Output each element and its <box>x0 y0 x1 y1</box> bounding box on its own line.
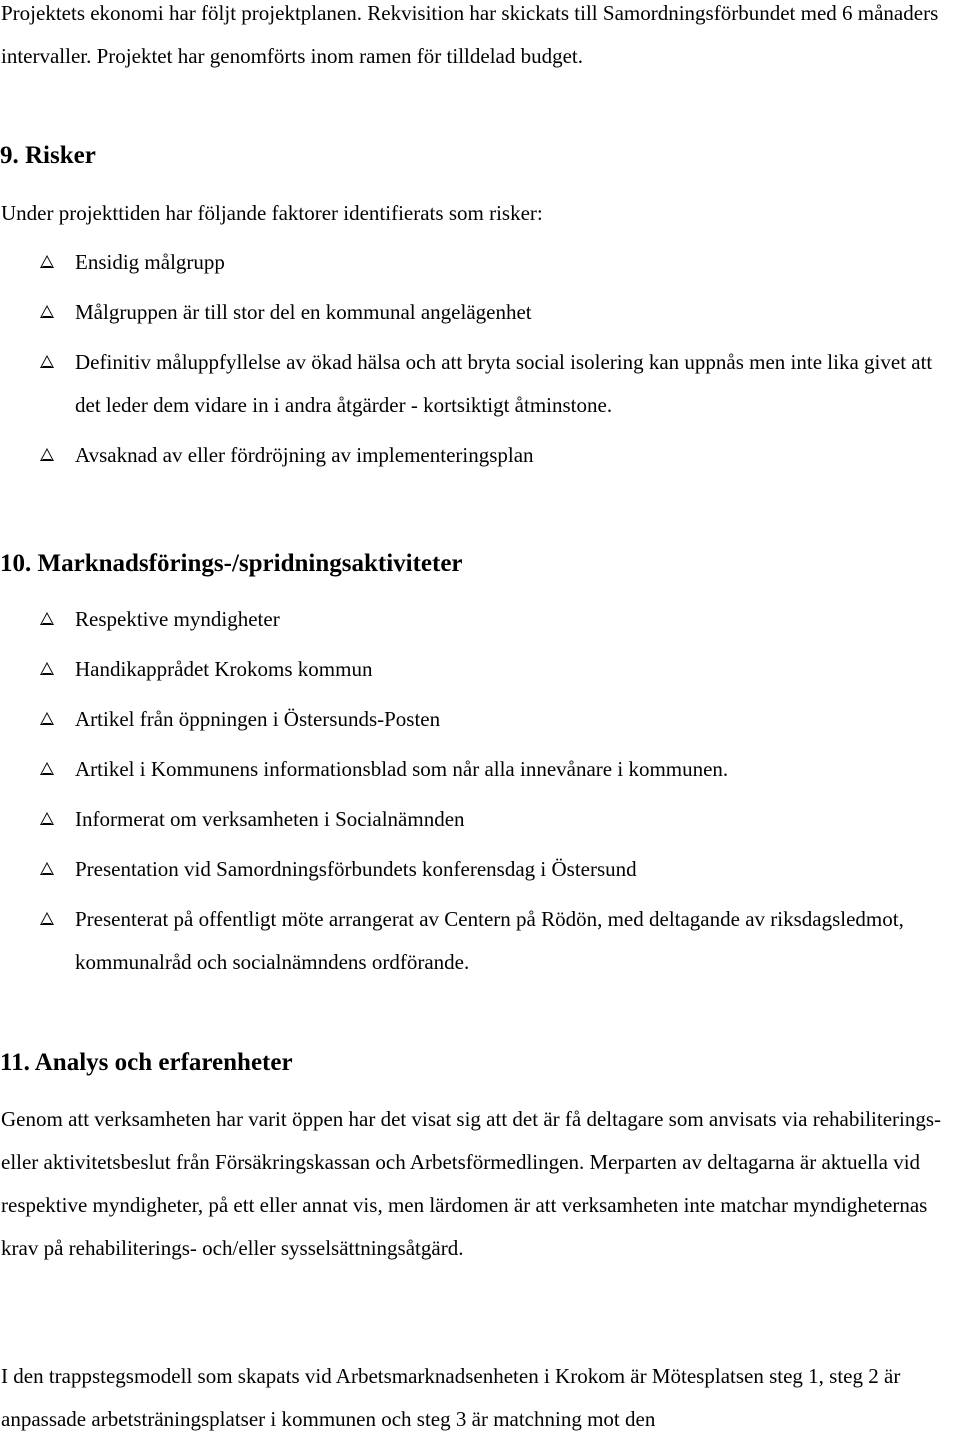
risk-item-text: Definitiv måluppfyllelse av ökad hälsa och att bryta social isolering kan uppnås men inte lika givet att det leder dem vidare in i andra åtgärder - kortsiktigt åtminstone. <box>75 350 933 417</box>
caution-triangle-icon <box>39 598 75 641</box>
section-10-heading <box>0 549 463 579</box>
caution-triangle-icon <box>39 848 75 891</box>
caution-triangle-icon <box>39 434 75 477</box>
caution-triangle-icon <box>39 291 75 334</box>
risk-list-item <box>39 434 960 477</box>
risk-list-item <box>39 291 960 334</box>
marketing-list-item <box>39 798 960 841</box>
caution-triangle-icon <box>39 748 75 791</box>
caution-triangle-icon <box>39 241 75 284</box>
intro-paragraph: Projektets ekonomi har följt projektplanen. Rekvisition har skickats till Samordningsförbundet med 6 månaders intervaller. Projektet har genomförts inom ramen för tilldelad budget. <box>1 1 939 68</box>
section-11-number: 11. <box>0 1049 30 1076</box>
risk-list-item <box>39 241 960 284</box>
section-11-paragraph-1: Genom att verksamheten har varit öppen har det visat sig att det är få deltagare som anvisats via rehabiliterings- eller aktivitetsbeslut från Försäkringskassan och Arbetsförmedlingen. Merparten av deltagarna är aktuella vid respektive myndigheter, på ett eller annat vis, men lärdomen är att verksamheten inte matchar myndigheternas krav på rehabiliterings- och/eller sysselsättningsåtgärd. <box>1 1107 942 1260</box>
caution-triangle-icon <box>39 648 75 691</box>
marketing-list-item <box>39 898 960 984</box>
marketing-list-item <box>39 848 960 891</box>
section-9-heading <box>0 141 96 171</box>
section-10-title: Marknadsförings-/spridningsaktiviteter <box>37 550 463 577</box>
marketing-item-text: Artikel från öppningen i Östersunds-Posten <box>75 707 441 731</box>
marketing-list-item <box>39 598 960 641</box>
marketing-list-item <box>39 698 960 741</box>
section-9-lead: Under projekttiden har följande faktorer identifierats som risker: <box>1 201 543 225</box>
caution-triangle-icon <box>39 798 75 841</box>
section-11-paragraph-2: I den trappstegsmodell som skapats vid Arbetsmarknadsenheten i Krokom är Mötesplatsen steg 1, steg 2 är anpassade arbetsträningsplatser i kommunen och steg 3 är matchning mot den <box>1 1364 901 1431</box>
risk-list-item <box>39 341 960 427</box>
marketing-item-text: Presenterat på offentligt möte arrangerat av Centern på Rödön, med deltagande av riksdagsledmot, kommunalråd och socialnämndens ordförande. <box>75 907 904 974</box>
marketing-item-text: Handikapprådet Krokoms kommun <box>75 657 373 681</box>
section-9-number: 9. <box>0 142 19 169</box>
marketing-item-text: Artikel i Kommunens informationsblad som når alla innevånare i kommunen. <box>75 757 729 781</box>
marketing-item-text: Presentation vid Samordningsförbundets konferensdag i Östersund <box>75 857 637 881</box>
caution-triangle-icon <box>39 341 75 384</box>
section-10-number: 10. <box>0 550 32 577</box>
section-11-heading <box>0 1048 293 1078</box>
section-9-title: Risker <box>25 142 96 169</box>
marketing-list-item <box>39 648 960 691</box>
marketing-item-text: Informerat om verksamheten i Socialnämnden <box>75 807 465 831</box>
risk-item-text: Ensidig målgrupp <box>75 250 225 274</box>
section-11-title: Analys och erfarenheter <box>34 1049 293 1076</box>
caution-triangle-icon <box>39 698 75 741</box>
risk-item-text: Avsaknad av eller fördröjning av implementeringsplan <box>75 443 534 467</box>
marketing-item-text: Respektive myndigheter <box>75 607 280 631</box>
caution-triangle-icon <box>39 898 75 941</box>
marketing-list-item <box>39 748 960 791</box>
risk-item-text: Målgruppen är till stor del en kommunal angelägenhet <box>75 300 532 324</box>
